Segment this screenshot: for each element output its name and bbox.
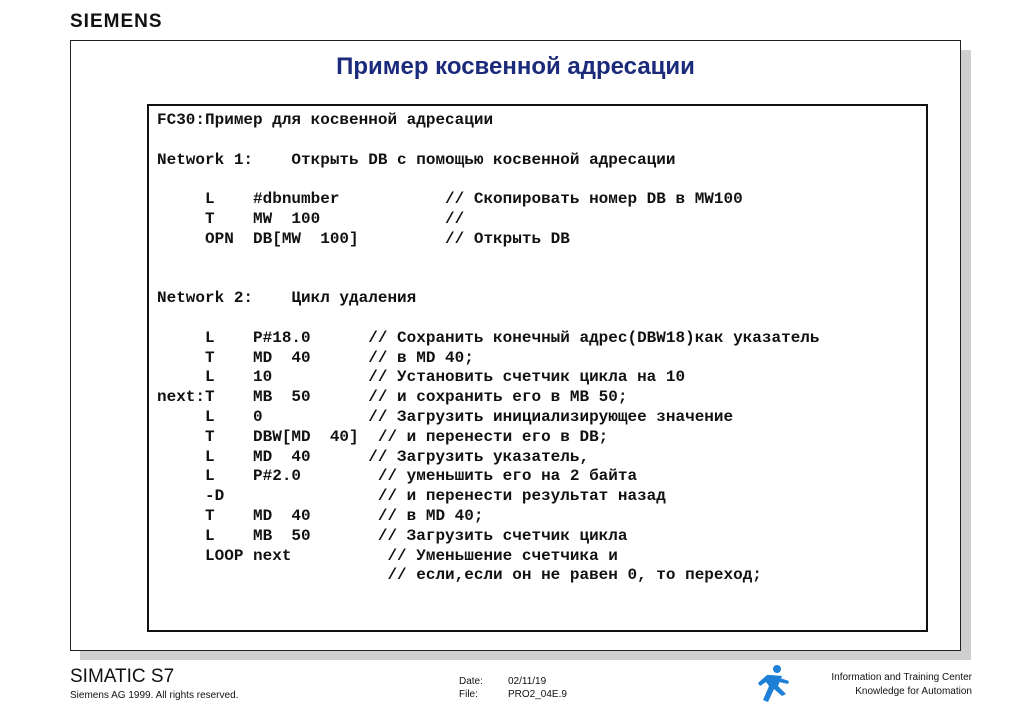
code-line: T MD 40 // в MD 40; bbox=[157, 506, 484, 525]
code-line: LOOP next // Уменьшение счетчика и bbox=[157, 546, 618, 565]
code-line: T MD 40 // в MD 40; bbox=[157, 348, 474, 367]
code-line: OPN DB[MW 100] // Открыть DB bbox=[157, 229, 570, 248]
code-line: Network 1: Открыть DB с помощью косвенной адресации bbox=[157, 150, 676, 169]
code-line bbox=[157, 170, 820, 190]
code-line bbox=[157, 250, 820, 270]
date-label: Date: bbox=[459, 676, 483, 687]
slide-title: Пример косвенной адресации bbox=[336, 53, 695, 80]
training-center-line2: Knowledge for Automation bbox=[855, 686, 972, 697]
code-line: L 10 // Установить счетчик цикла на 10 bbox=[157, 368, 686, 387]
file-label: File: bbox=[459, 689, 478, 700]
code-line bbox=[157, 269, 820, 289]
slide-frame bbox=[70, 40, 961, 651]
code-line: next:T MB 50 // и сохранить его в MB 50; bbox=[157, 388, 628, 407]
product-name: SIMATIC S7 bbox=[70, 666, 175, 687]
code-line: -D // и перенести результат назад bbox=[157, 487, 666, 506]
code-listing-box bbox=[147, 104, 928, 632]
copyright-text: Siemens AG 1999. All rights reserved. bbox=[70, 690, 239, 701]
file-value: PRO2_04E.9 bbox=[508, 689, 567, 700]
running-figure-icon bbox=[758, 664, 792, 704]
code-line: FC30:Пример для косвенной адресации bbox=[157, 111, 494, 129]
code-line: L MD 40 // Загрузить указатель, bbox=[157, 447, 590, 466]
siemens-logo: SIEMENS bbox=[70, 11, 163, 32]
date-value: 02/11/19 bbox=[508, 676, 547, 687]
training-center-line1: Information and Training Center bbox=[831, 672, 972, 683]
code-line: // если,если он не равен 0, то переход; bbox=[157, 566, 762, 585]
code-line: L 0 // Загрузить инициализирующее значение bbox=[157, 407, 734, 426]
code-line: L P#2.0 // уменьшить его на 2 байта bbox=[157, 467, 638, 486]
code-listing bbox=[157, 111, 820, 586]
code-line bbox=[157, 131, 820, 151]
code-line: L #dbnumber // Скопировать номер DB в MW100 bbox=[157, 190, 743, 209]
code-line: L MB 50 // Загрузить счетчик цикла bbox=[157, 526, 628, 545]
code-line: T MW 100 // bbox=[157, 209, 465, 228]
code-line bbox=[157, 309, 820, 329]
training-center-info bbox=[831, 671, 972, 699]
code-line: T DBW[MD 40] // и перенести его в DB; bbox=[157, 427, 609, 446]
code-line: L P#18.0 // Сохранить конечный адрес(DBW18)как указатель bbox=[157, 328, 820, 347]
code-line: Network 2: Цикл удаления bbox=[157, 289, 417, 308]
